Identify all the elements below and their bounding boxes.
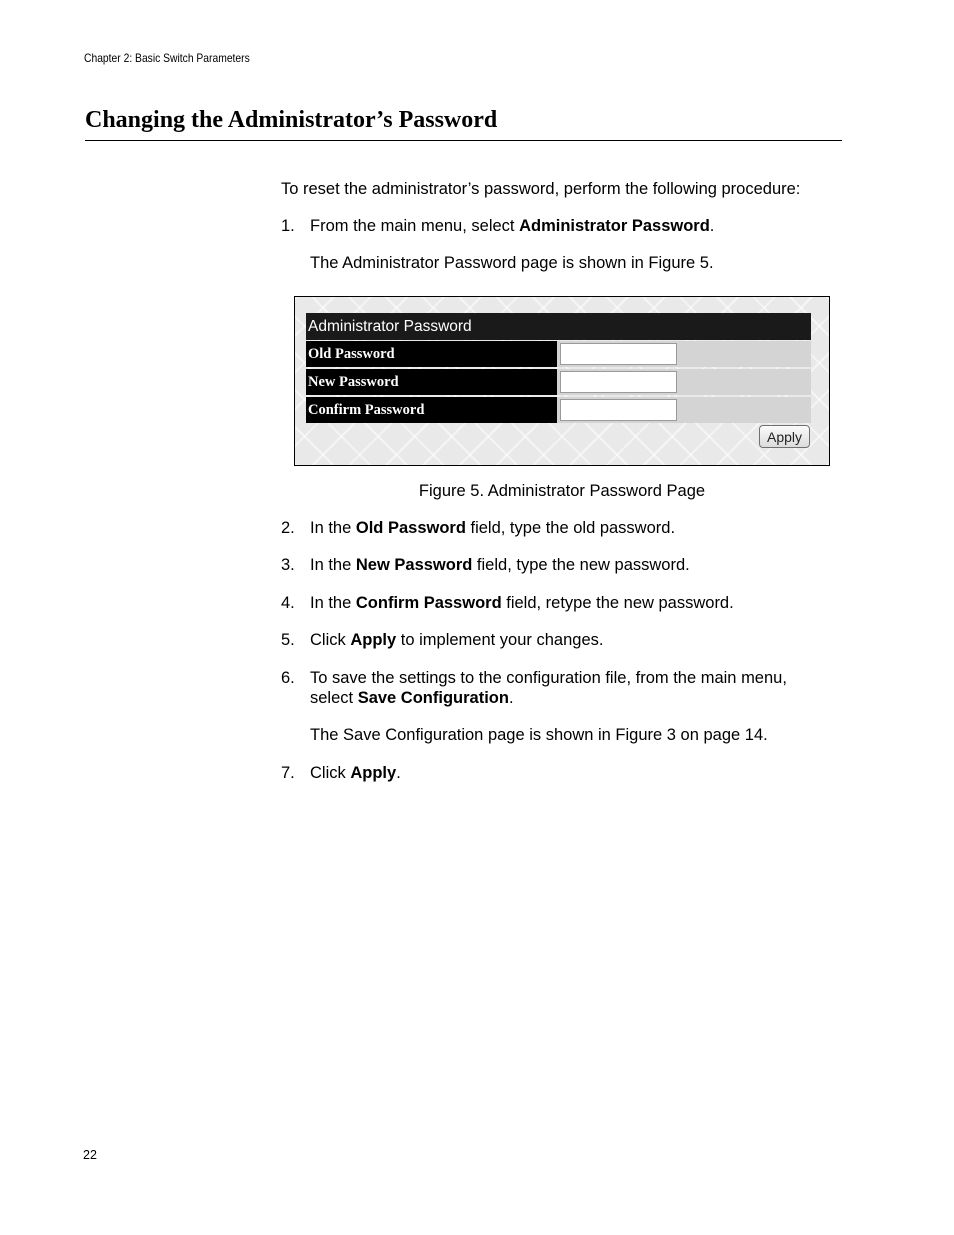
- confirm-password-input[interactable]: [560, 399, 677, 421]
- confirm-password-row: [306, 397, 811, 423]
- ui-term: Administrator Password: [519, 217, 710, 235]
- title-rule: [85, 140, 842, 141]
- step-2-number: 2.: [281, 519, 295, 537]
- section-title: Changing the Administrator’s Password: [85, 107, 498, 133]
- step-5-number: 5.: [281, 631, 295, 649]
- ui-term: Confirm Password: [355, 594, 502, 612]
- step-3-number: 3.: [281, 556, 295, 574]
- new-password-input[interactable]: [560, 371, 677, 393]
- ui-term: Apply: [350, 764, 397, 782]
- step-1-note: The Administrator Password page is shown in Figure 5.: [310, 254, 714, 272]
- intro-paragraph: To reset the administrator’s password, perform the following procedure:: [281, 180, 801, 198]
- confirm-password-label: Confirm Password: [306, 397, 557, 423]
- ui-term: New Password: [355, 556, 473, 574]
- step-5-text: Click Apply to implement your changes.: [310, 631, 604, 649]
- step-1-text: From the main menu, select Administrator Password.: [310, 217, 715, 235]
- new-password-label: New Password: [306, 369, 557, 395]
- page-number: 22: [83, 1148, 97, 1162]
- step-6-text-line1: To save the settings to the configuration file, from the main menu,: [310, 669, 787, 687]
- step-6-number: 6.: [281, 669, 295, 687]
- ui-term: Apply: [350, 631, 397, 649]
- step-2-text: In the Old Password field, type the old password.: [310, 519, 676, 537]
- step-4-text: In the Confirm Password field, retype the new password.: [310, 594, 734, 612]
- step-7-text: Click Apply.: [310, 764, 401, 782]
- old-password-input[interactable]: [560, 343, 677, 365]
- old-password-label: Old Password: [306, 341, 557, 367]
- figure-caption: Figure 5. Administrator Password Page: [418, 482, 706, 500]
- running-head: Chapter 2: Basic Switch Parameters: [84, 51, 250, 65]
- step-3-text: In the New Password field, type the new password.: [310, 556, 690, 574]
- ui-term: Old Password: [355, 519, 466, 537]
- step-7-number: 7.: [281, 764, 295, 782]
- new-password-row: [306, 369, 811, 395]
- step-1-number: 1.: [281, 217, 295, 235]
- apply-button[interactable]: Apply: [759, 425, 810, 448]
- old-password-row: [306, 341, 811, 367]
- panel-title: Administrator Password: [306, 313, 811, 340]
- ui-term: Save Configuration: [357, 689, 509, 707]
- step-6-text-line2: select Save Configuration.: [310, 689, 514, 707]
- step-4-number: 4.: [281, 594, 295, 612]
- step-6-note: The Save Configuration page is shown in Figure 3 on page 14.: [310, 726, 768, 744]
- administrator-password-figure: [294, 296, 830, 466]
